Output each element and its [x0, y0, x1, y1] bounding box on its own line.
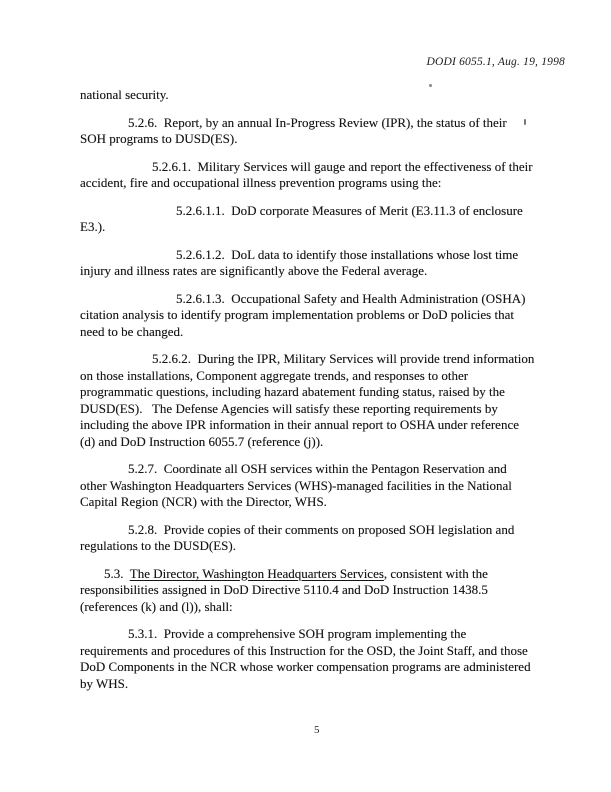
paragraph-line: regulations to the DUSD(ES). — [80, 538, 236, 553]
paragraph-line: responsibilities assigned in DoD Directive 5110.4 and DoD Instruction 1438.5 — [80, 582, 488, 597]
paragraph-line: 5.2.6.1.1. DoD corporate Measures of Merit (E3.11.3 of enclosure — [176, 202, 523, 218]
paragraph-line: requirements and procedures of this Instruction for the OSD, the Joint Staff, and those — [80, 642, 528, 658]
paragraph-line: (d) and DoD Instruction 6055.7 (reference (j)). — [80, 433, 324, 449]
paragraph — [80, 247, 540, 280]
paragraph — [80, 626, 540, 692]
paragraph — [80, 87, 540, 104]
paragraph-line: 5.2.8. Provide copies of their comments on proposed SOH legislation and — [128, 521, 515, 537]
paragraph-line: 5.3.1. Provide a comprehensive SOH program implementing the — [128, 626, 467, 641]
paragraph-line: Capital Region (NCR) with the Director, WHS. — [80, 494, 327, 509]
text-segment: 5.3. — [104, 565, 130, 581]
paragraph-line: injury and illness rates are significantly above the Federal average. — [80, 263, 428, 278]
paragraph-line: including the above IPR information in their annual report to OSHA under reference — [80, 417, 519, 432]
paragraph-line: 5.2.7. Coordinate all OSH services within the Pentagon Reservation and — [128, 461, 507, 476]
paragraph-line: SOH programs to DUSD(ES). — [80, 131, 238, 146]
paragraph — [80, 461, 540, 511]
paragraph-line: need to be changed. — [80, 323, 184, 339]
paragraph — [80, 159, 540, 192]
paragraph-line: 5.2.6.2. During the IPR, Military Services will provide trend information — [152, 351, 535, 366]
paragraph-line: DUSD(ES). The Defense Agencies will satisfy these reporting requirements by — [80, 400, 498, 416]
page-number: 5 — [314, 724, 320, 736]
paragraph-line: on those installations, Component aggregate trends, and responses to other — [80, 367, 469, 383]
paragraph — [80, 115, 540, 148]
paragraph-line: DoD Components in the NCR whose worker compensation programs are administered — [80, 659, 531, 674]
scan-speck — [429, 84, 432, 87]
paragraph — [80, 351, 540, 450]
paragraph-line: programmatic questions, including hazard abatement funding status, raised by the — [80, 384, 505, 399]
paragraph — [80, 203, 540, 236]
paragraph-line: accident, fire and occupational illness prevention programs using the: — [80, 175, 442, 190]
scan-speck — [524, 119, 526, 125]
paragraph — [80, 291, 540, 341]
document-header-citation: DODI 6055.1, Aug. 19, 1998 — [426, 56, 565, 68]
text-segment: , consistent with the — [383, 565, 488, 581]
document-body — [80, 87, 540, 703]
paragraph — [80, 566, 540, 616]
paragraph — [80, 522, 540, 555]
paragraph-line: 5.2.6.1. Military Services will gauge and report the effectiveness of their — [152, 158, 533, 174]
paragraph-line: (references (k) and (l)), shall: — [80, 598, 233, 614]
underlined-phrase: The Director, Washington Headquarters Services — [129, 565, 384, 581]
paragraph-line: E3.). — [80, 219, 106, 234]
paragraph-line: 5.2.6.1.3. Occupational Safety and Health Administration (OSHA) — [176, 290, 526, 306]
paragraph-line — [80, 566, 540, 583]
paragraph-line: other Washington Headquarters Services (WHS)-managed facilities in the National — [80, 477, 512, 493]
paragraph-line: citation analysis to identify program implementation problems or DoD policies that — [80, 307, 514, 322]
paragraph-line: by WHS. — [80, 675, 129, 691]
paragraph-line: national security. — [80, 87, 169, 102]
paragraph-line: 5.2.6.1.2. DoL data to identify those installations whose lost time — [176, 246, 519, 262]
paragraph-line: 5.2.6. Report, by an annual In-Progress Review (IPR), the status of their — [128, 114, 507, 130]
